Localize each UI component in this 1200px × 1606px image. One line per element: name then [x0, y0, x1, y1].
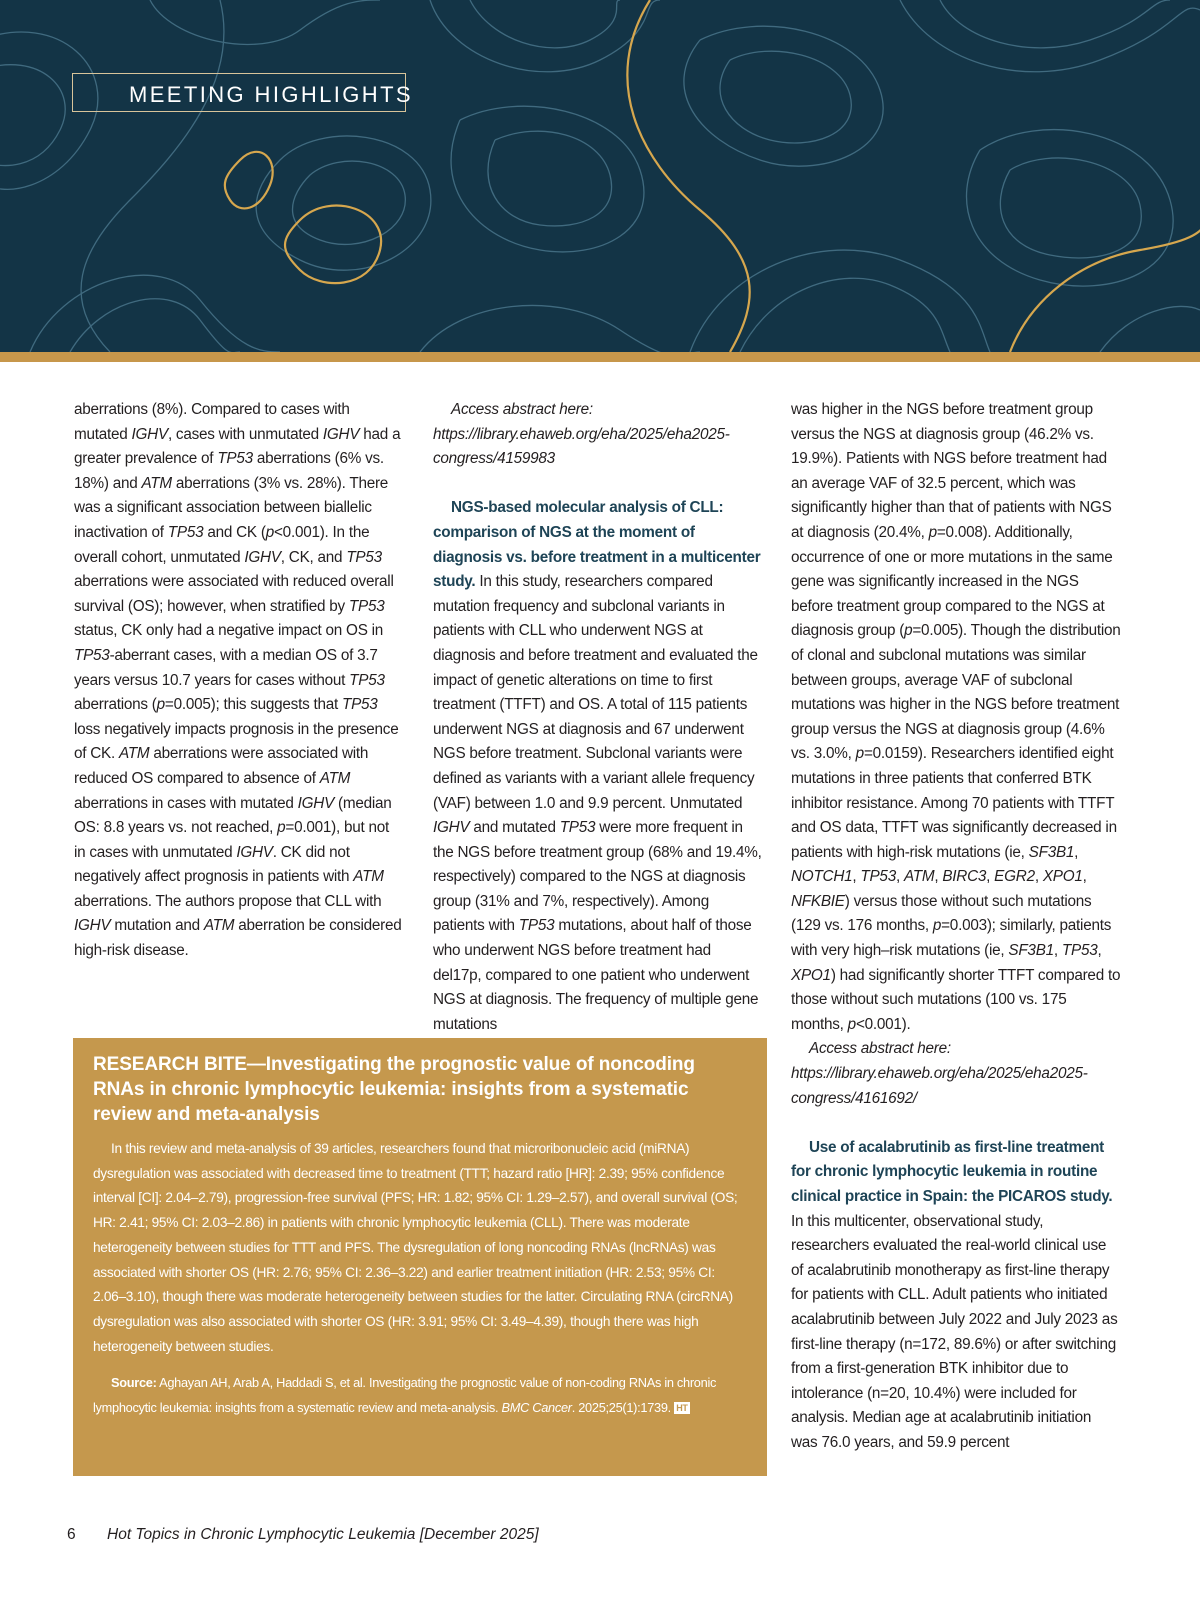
- research-bite-body: In this review and meta-analysis of 39 articles, researchers found that microribonucleic acid (miRNA) dysregulation was associated with decreased time to treatment (TTT; hazard ratio [HR]: 2.39; 95% confidence interval [CI]: 2.04–2.79), progression-free survival (PFS; HR: 1.82; 95% CI: 1.29–2.57), and overall survival (OS; HR: 2.41; 95% CI: 2.03–2.86) in patients with chronic lymphocytic leukemia (CLL). There was moderate heterogeneity between studies for TTT and PFS. The dysregulation of long noncoding RNAs (lncRNAs) was associated with shorter OS (HR: 2.76; 95% CI: 2.36–3.22) and earlier treatment initiation (HR: 2.53; 95% CI: 2.06–3.10), though there was moderate heterogeneity between studies for the latter. Circulating RNA (circRNA) dysregulation was also associated with shorter OS (HR: 3.91; 95% CI: 3.49–4.39), though there was high heterogeneity between studies.: [93, 1141, 738, 1354]
- paragraph: NGS-based molecular analysis of CLL: comparison of NGS at the moment of diagnosis vs. before treatment in a multicenter study. In this study, researchers compared mutation frequency and subclonal variants in patients with CLL who underwent NGS at diagnosis and before treatment and evaluated the impact of genetic alterations on time to first treatment (TTFT) and OS. A total of 115 patients underwent NGS at diagnosis and 67 underwent NGS before treatment. Subclonal variants were defined as variants with a variant allele frequency (VAF) between 1.0 and 9.9 percent. Unmutated IGHV and mutated TP53 were more frequent in the NGS before treatment group (68% and 19.4%, respectively) compared to the NGS at diagnosis group (31% and 7%, respectively). Among patients with TP53 mutations, about half of those who underwent NGS before treatment had del17p, compared to one patient who underwent NGS at diagnosis. The frequency of multiple gene mutations: [433, 499, 762, 1033]
- page-number: 6: [67, 1526, 76, 1543]
- research-bite-source: Source: Aghayan AH, Arab A, Haddadi S, et al. Investigating the prognostic value of non-coding RNAs in chronic lymphocytic leukemia: insights from a systematic review and meta-analysis. BMC Cancer. 2025;25(1):1739. HT: [93, 1375, 717, 1416]
- paragraph: aberrations (8%). Compared to cases with mutated IGHV, cases with unmutated IGHV had a greater prevalence of TP53 aberrations (6% vs. 18%) and ATM aberrations (3% vs. 28%). There was a significant association between biallelic inactivation of TP53 and CK (p<0.001). In the overall cohort, unmutated IGHV, CK, and TP53 aberrations were associated with reduced overall survival (OS); however, when stratified by TP53 status, CK only had a negative impact on OS in TP53-aberrant cases, with a median OS of 3.7 years versus 10.7 years for cases without TP53 aberrations (p=0.005); this suggests that TP53 loss negatively impacts prognosis in the presence of CK. ATM aberrations were associated with reduced OS compared to absence of ATM aberrations in cases with mutated IGHV (median OS: 8.8 years vs. not reached, p=0.001), but not in cases with unmutated IGHV. CK did not negatively affect prognosis in patients with ATM aberrations. The authors propose that CLL with IGHV mutation and ATM aberration be considered high-risk disease.: [74, 401, 402, 960]
- article-heading: NGS-based molecular analysis of CLL: comparison of NGS at the moment of diagnosis vs. before treatment in a multicenter study.: [433, 499, 761, 591]
- column-left: [74, 398, 404, 964]
- topographic-pattern: [0, 0, 1200, 352]
- header-banner: [0, 0, 1200, 352]
- gold-divider: [0, 352, 1200, 362]
- column-right: [791, 398, 1121, 1456]
- column-middle: [433, 398, 763, 1037]
- running-title: Hot Topics in Chronic Lymphocytic Leukemia [December 2025]: [107, 1526, 539, 1543]
- access-link[interactable]: Access abstract here: https://library.ehaweb.org/eha/2025/eha2025-congress/4159983: [433, 401, 730, 468]
- article-heading: Use of acalabrutinib as first-line treatment for chronic lymphocytic leukemia in routine clinical practice in Spain: the PICAROS study.: [791, 1138, 1113, 1205]
- research-bite-title: RESEARCH BITE—Investigating the prognostic value of noncoding RNAs in chronic lymphocytic leukemia: insights from a systematic review and meta-analysis: [93, 1054, 695, 1125]
- paragraph: Use of acalabrutinib as first-line treatment for chronic lymphocytic leukemia in routine clinical practice in Spain: the PICAROS study. In this multicenter, observational study, researchers evaluated the real-world clinical use of acalabrutinib monotherapy as first-line therapy for patients with CLL. Adult patients who initiated acalabrutinib between July 2022 and July 2023 as first-line therapy (n=172, 89.6%) or after switching from a first-generation BTK inhibitor due to intolerance (n=20, 10.4%) were included for analysis. Median age at acalabrutinib initiation was 76.0 years, and 59.9 percent: [791, 1138, 1118, 1451]
- paragraph: was higher in the NGS before treatment group versus the NGS at diagnosis group (46.2% vs. 19.9%). Patients with NGS before treatment had an average VAF of 32.5 percent, which was significantly higher than that of patients with NGS at diagnosis (20.4%, p=0.008). Additionally, occurrence of one or more mutations in the same gene was significantly increased in the NGS before treatment group compared to the NGS at diagnosis group (p=0.005). Though the distribution of clonal and subclonal mutations was similar between groups, average VAF of subclonal mutations was higher in the NGS before treatment group versus the NGS at diagnosis group (4.6% vs. 3.0%, p=0.0159). Researchers identified eight mutations in three patients that conferred BTK inhibitor resistance. Among 70 patients with TTFT and OS data, TTFT was significantly decreased in patients with high-risk mutations (ie, SF3B1, NOTCH1, TP53, ATM, BIRC3, EGR2, XPO1, NFKBIE) versus those without such mutations (129 vs. 176 months, p=0.003); similarly, patients with very high–risk mutations (ie, SF3B1, TP53, XPO1) had significantly shorter TTFT compared to those without such mutations (100 vs. 175 months, p<0.001).: [791, 401, 1121, 1033]
- access-link[interactable]: Access abstract here: https://library.ehaweb.org/eha/2025/eha2025-congress/4161692/: [791, 1040, 1088, 1107]
- research-bite-box: [73, 1038, 767, 1476]
- section-label: MEETING HIGHLIGHTS: [72, 73, 406, 112]
- ht-logo-badge: HT: [676, 1403, 688, 1414]
